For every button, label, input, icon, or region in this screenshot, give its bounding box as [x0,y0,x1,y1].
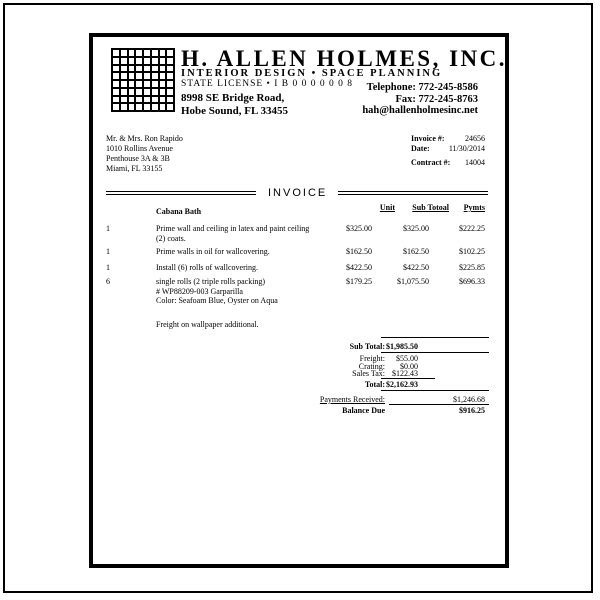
row-subtotal: $1,075.50 [397,277,429,286]
row-description: Install (6) rolls of wallcovering. [156,263,258,272]
row-payment: $225.85 [459,263,485,272]
company-tagline: INTERIOR DESIGN • SPACE PLANNING [181,68,443,79]
crating-value: $0.00 [400,362,418,371]
company-logo-grid-icon [111,48,175,112]
row-qty: 1 [106,224,110,233]
row-subtotal: $422.50 [403,263,429,272]
row-unit-price: $325.00 [346,224,372,233]
freight-value: $55.00 [396,354,418,363]
client-city: Miami, FL 33155 [106,164,163,173]
payments-received-label: Payments Received: [319,395,385,404]
totals-rule-top [381,337,489,338]
payments-received-value: $1,246.68 [453,395,485,404]
row-unit-price: $422.50 [346,263,372,272]
contract-number-label: Contract #: [411,158,451,167]
sales-tax-value: $122.43 [392,369,418,378]
client-street: 1010 Rollins Avenue [106,144,173,153]
row-unit-price: $162.50 [346,247,372,256]
freight-label: Freight: [359,354,385,363]
company-fax: Fax: 772-245-8763 [395,94,478,105]
company-name: H. ALLEN HOLMES, INC. [181,46,507,71]
section-heading: Cabana Bath [156,207,202,216]
total-value: $2,162.93 [386,380,418,389]
sales-tax-label: Sales Tax: [352,369,385,378]
date-label: Date: [411,144,430,153]
date-value: 11/30/2014 [448,144,485,153]
freight-note: Freight on wallpaper additional. [156,320,259,329]
row-description-line2: (2) coats. [156,234,186,243]
row-description: Prime wall and ceiling in latex and paint ceiling [156,224,310,233]
row-qty: 6 [106,277,110,286]
title-rule-left-top [106,191,256,192]
company-telephone: Telephone: 772-245-8586 [366,82,478,93]
invoice-title: INVOICE [268,187,328,199]
invoice-page [89,33,509,568]
row-description: Prime walls in oil for wallcovering. [156,247,270,256]
row-payment: $102.25 [459,247,485,256]
balance-due-label: Balance Due [342,406,385,415]
subtotal-value: $1,985.50 [386,342,418,351]
column-header-unit: Unit [379,203,395,212]
title-rule-right-bottom [338,194,488,195]
title-rule-left-bottom [106,194,256,195]
invoice-number-label: Invoice #: [411,134,445,143]
title-rule-right-top [338,191,488,192]
row-subtotal: $325.00 [403,224,429,233]
balance-due-value: $916.25 [459,406,485,415]
row-description-line3: Color: Seafoam Blue, Oyster on Aqua [156,296,278,305]
payments-rule [389,404,489,405]
row-payment: $222.25 [459,224,485,233]
company-email[interactable]: hah@hallenholmesinc.net [362,105,478,116]
sales-tax-rule [381,378,435,379]
row-qty: 1 [106,263,110,272]
crating-label: Crating: [358,362,385,371]
row-description: single rolls (2 triple rolls packing) [156,277,266,286]
contract-number-value: 14004 [465,158,485,167]
row-payment: $696.33 [459,277,485,286]
company-address-line1: 8998 SE Bridge Road, [181,92,285,104]
company-address-line2: Hobe Sound, FL 33455 [181,105,288,117]
column-header-pymts: Pymts [463,203,485,212]
subtotal-rule [381,352,489,353]
client-unit: Penthouse 3A & 3B [106,154,170,163]
row-unit-price: $179.25 [346,277,372,286]
state-license: STATE LICENSE • I B 0 0 0 0 0 0 8 [181,79,353,89]
row-description-line2: # WP88209-003 Garparilla [156,287,243,296]
total-rule [381,390,489,391]
client-name: Mr. & Mrs. Ron Rapido [106,134,183,143]
total-label: Total: [364,380,385,389]
column-header-subtotal: Sub Totoal [412,203,449,212]
row-qty: 1 [106,247,110,256]
subtotal-label: Sub Total: [349,342,385,351]
invoice-number-value: 24656 [465,134,485,143]
row-subtotal: $162.50 [403,247,429,256]
